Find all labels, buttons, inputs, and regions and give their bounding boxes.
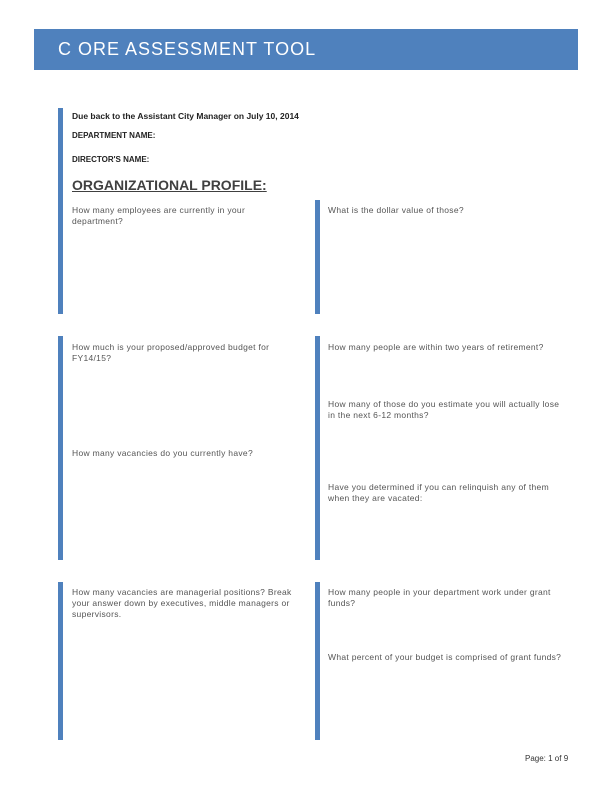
question-grant-percent: What percent of your budget is comprised of grant funds? (328, 652, 562, 662)
header-banner (34, 29, 578, 70)
section-title-text: ORGANIZATIONAL PROFILE (72, 177, 263, 193)
accent-bar-left-middle (58, 336, 63, 560)
department-name-label: DEPARTMENT NAME: (72, 131, 156, 140)
page-number: Page: 1 of 9 (525, 754, 569, 763)
accent-bar-right-bottom (315, 582, 320, 740)
question-grant-people: How many people in your department work under grant funds? (328, 587, 551, 608)
question-budget: How much is your proposed/approved budget for FY14/15? (72, 342, 270, 363)
accent-bar-right-middle (315, 336, 320, 560)
question-vacancies: How many vacancies do you currently have? (72, 448, 253, 458)
question-managerial: How many vacancies are managerial positions? Break your answer down by executives, middle managers or supervisors. (72, 587, 292, 619)
question-dollar-value: What is the dollar value of those? (328, 205, 464, 215)
question-relinquish: Have you determined if you can relinquish any of them when they are vacated: (328, 482, 549, 503)
accent-bar-right-top (315, 200, 320, 314)
section-title (72, 177, 267, 193)
accent-bar-left-top (58, 108, 63, 314)
question-retirement: How many people are within two years of retirement? (328, 342, 544, 352)
due-date-note: Due back to the Assistant City Manager on July 10, 2014 (72, 111, 299, 121)
accent-bar-left-bottom (58, 582, 63, 740)
section-title-colon: : (262, 177, 267, 193)
document-title: C ORE ASSESSMENT TOOL (58, 39, 317, 59)
director-name-label: DIRECTOR'S NAME: (72, 155, 150, 164)
question-lose: How many of those do you estimate you will actually lose in the next 6-12 months? (328, 399, 560, 420)
question-employees: How many employees are currently in your department? (72, 205, 246, 226)
